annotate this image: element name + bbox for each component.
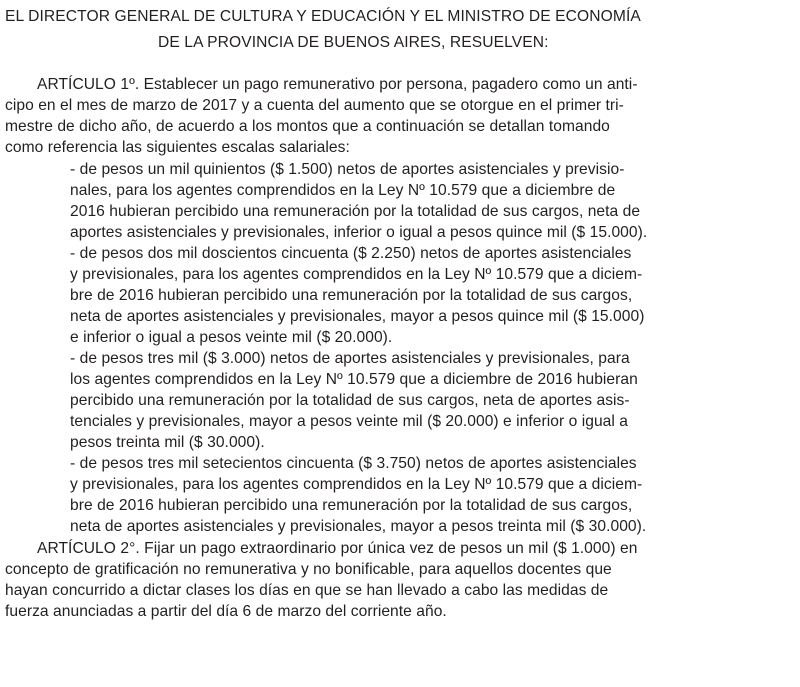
article-1-line: cipo en el mes de marzo de 2017 y a cuenta del aumento que se otorgue en el primer tri- bbox=[5, 97, 624, 114]
scale-item-line: bre de 2016 hubieran percibido una remuneración por la totalidad de sus cargos, bbox=[70, 497, 633, 514]
heading-line: DE LA PROVINCIA DE BUENOS AIRES, RESUELVEN: bbox=[158, 34, 549, 51]
article-1-line: mestre de dicho año, de acuerdo a los montos que a continuación se detallan tomando bbox=[5, 118, 610, 135]
scale-item-line: y previsionales, para los agentes comprendidos en la Ley Nº 10.579 que a diciem- bbox=[70, 266, 643, 283]
article-2-line: fuerza anunciadas a partir del día 6 de marzo del corriente año. bbox=[5, 603, 447, 620]
article-1-line: ARTÍCULO 1º. Establecer un pago remunerativo por persona, pagadero como un anti- bbox=[37, 76, 638, 93]
scale-item-line: nales, para los agentes comprendidos en la Ley Nº 10.579 que a diciembre de bbox=[70, 182, 616, 199]
heading-line: EL DIRECTOR GENERAL DE CULTURA Y EDUCACIÓN Y EL MINISTRO DE ECONOMÍA bbox=[5, 8, 641, 25]
scale-item-line: neta de aportes asistenciales y previsionales, mayor a pesos treinta mil ($ 30.000). bbox=[70, 518, 647, 535]
scale-item-line: - de pesos dos mil doscientos cincuenta ($ 2.250) netos de aportes asistenciales bbox=[70, 245, 632, 262]
article-1-line: como referencia las siguientes escalas salariales: bbox=[5, 139, 350, 156]
scale-item-line: y previsionales, para los agentes comprendidos en la Ley Nº 10.579 que a diciem- bbox=[70, 476, 643, 493]
scale-item-line: pesos treinta mil ($ 30.000). bbox=[70, 434, 265, 451]
scale-item-line: bre de 2016 hubieran percibido una remuneración por la totalidad de sus cargos, bbox=[70, 287, 633, 304]
scale-item-line: percibido una remuneración por la totalidad de sus cargos, neta de aportes asis- bbox=[70, 392, 630, 409]
scale-item-line: tenciales y previsionales, mayor a pesos veinte mil ($ 20.000) e inferior o igual a bbox=[70, 413, 629, 430]
scale-item-line: - de pesos un mil quinientos ($ 1.500) netos de aportes asistenciales y previsio- bbox=[70, 161, 625, 178]
article-2-line: ARTÍCULO 2°. Fijar un pago extraordinario por única vez de pesos un mil ($ 1.000) en bbox=[37, 540, 638, 557]
scale-item-line: - de pesos tres mil ($ 3.000) netos de aportes asistenciales y previsionales, para bbox=[70, 350, 630, 367]
scale-item-line: los agentes comprendidos en la Ley Nº 10.579 que a diciembre de 2016 hubieran bbox=[70, 371, 638, 388]
scale-item-line: 2016 hubieran percibido una remuneración por la totalidad de sus cargos, neta de bbox=[70, 203, 641, 220]
article-2-line: hayan concurrido a dictar clases los días en que se han llevado a cabo las medidas de bbox=[5, 582, 609, 599]
article-2-line: concepto de gratificación no remunerativa y no bonificable, para aquellos docentes que bbox=[5, 561, 612, 578]
scale-item-line: - de pesos tres mil setecientos cincuenta ($ 3.750) netos de aportes asistenciales bbox=[70, 455, 637, 472]
scale-item-line: aportes asistenciales y previsionales, inferior o igual a pesos quince mil ($ 15.000). bbox=[70, 224, 648, 241]
scale-item-line: e inferior o igual a pesos veinte mil ($ 20.000). bbox=[70, 329, 393, 346]
scale-item-line: neta de aportes asistenciales y previsionales, mayor a pesos quince mil ($ 15.000) bbox=[70, 308, 645, 325]
